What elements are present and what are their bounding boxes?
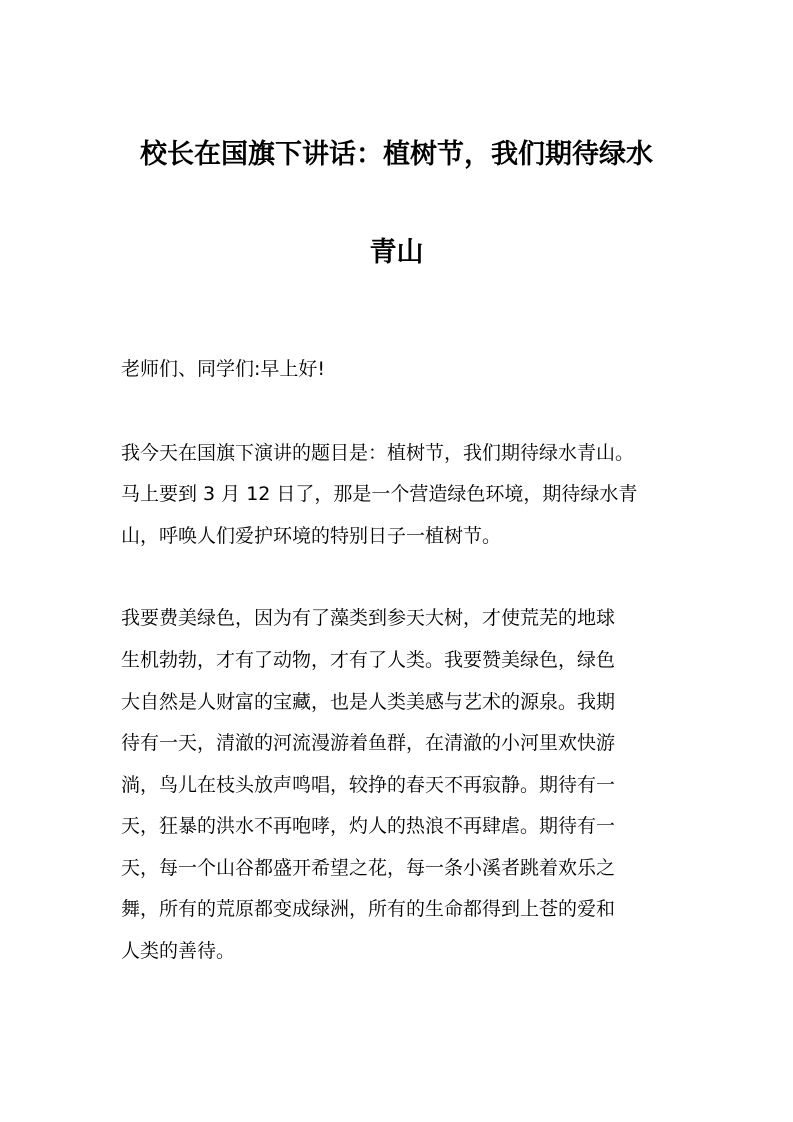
page-title-line-2: 青山 [369,237,424,268]
paragraph-line: 大自然是人财富的宝藏，也是人类美感与艺术的源泉。我期 [121,691,616,713]
paragraph-line: 我要费美绿色，因为有了藻类到参天大树，才使荒芜的地球 [121,607,616,629]
paragraph-line: 人类的善待。 [121,940,236,962]
paragraph-line: 马上要到 3 月 12 日了，那是一个营造绿色环境，期待绿水青 [121,483,638,505]
paragraph-line: 山，呼唤人们爱护环境的特别日子一植树节。 [121,525,502,547]
paragraph-line: 我今天在国旗下演讲的题目是：植树节，我们期待绿水青山。 [121,442,635,464]
paragraph-line: 待有一天，清澈的河流漫游着鱼群，在清澈的小河里欢快游 [121,732,616,754]
page-title-line-1: 校长在国旗下讲话：植树节，我们期待绿水 [140,139,653,170]
paragraph-line: 天，每一个山谷都盛开希望之花，每一条小溪者跳着欢乐之 [121,857,616,879]
paragraph-line: 淌，鸟儿在枝头放声鸣唱，较挣的春天不再寂静。期待有一 [121,774,616,796]
paragraph-line: 舞，所有的荒原都变成绿洲，所有的生命都得到上苍的爱和 [121,898,616,920]
greeting-text: 老师们、同学们:早上好! [121,358,326,380]
paragraph-line: 生机勃勃，才有了动物，才有了人类。我要赞美绿色，绿色 [121,649,616,671]
paragraph-line: 天，狂暴的洪水不再咆哮，灼人的热浪不再肆虐。期待有一 [121,815,616,837]
